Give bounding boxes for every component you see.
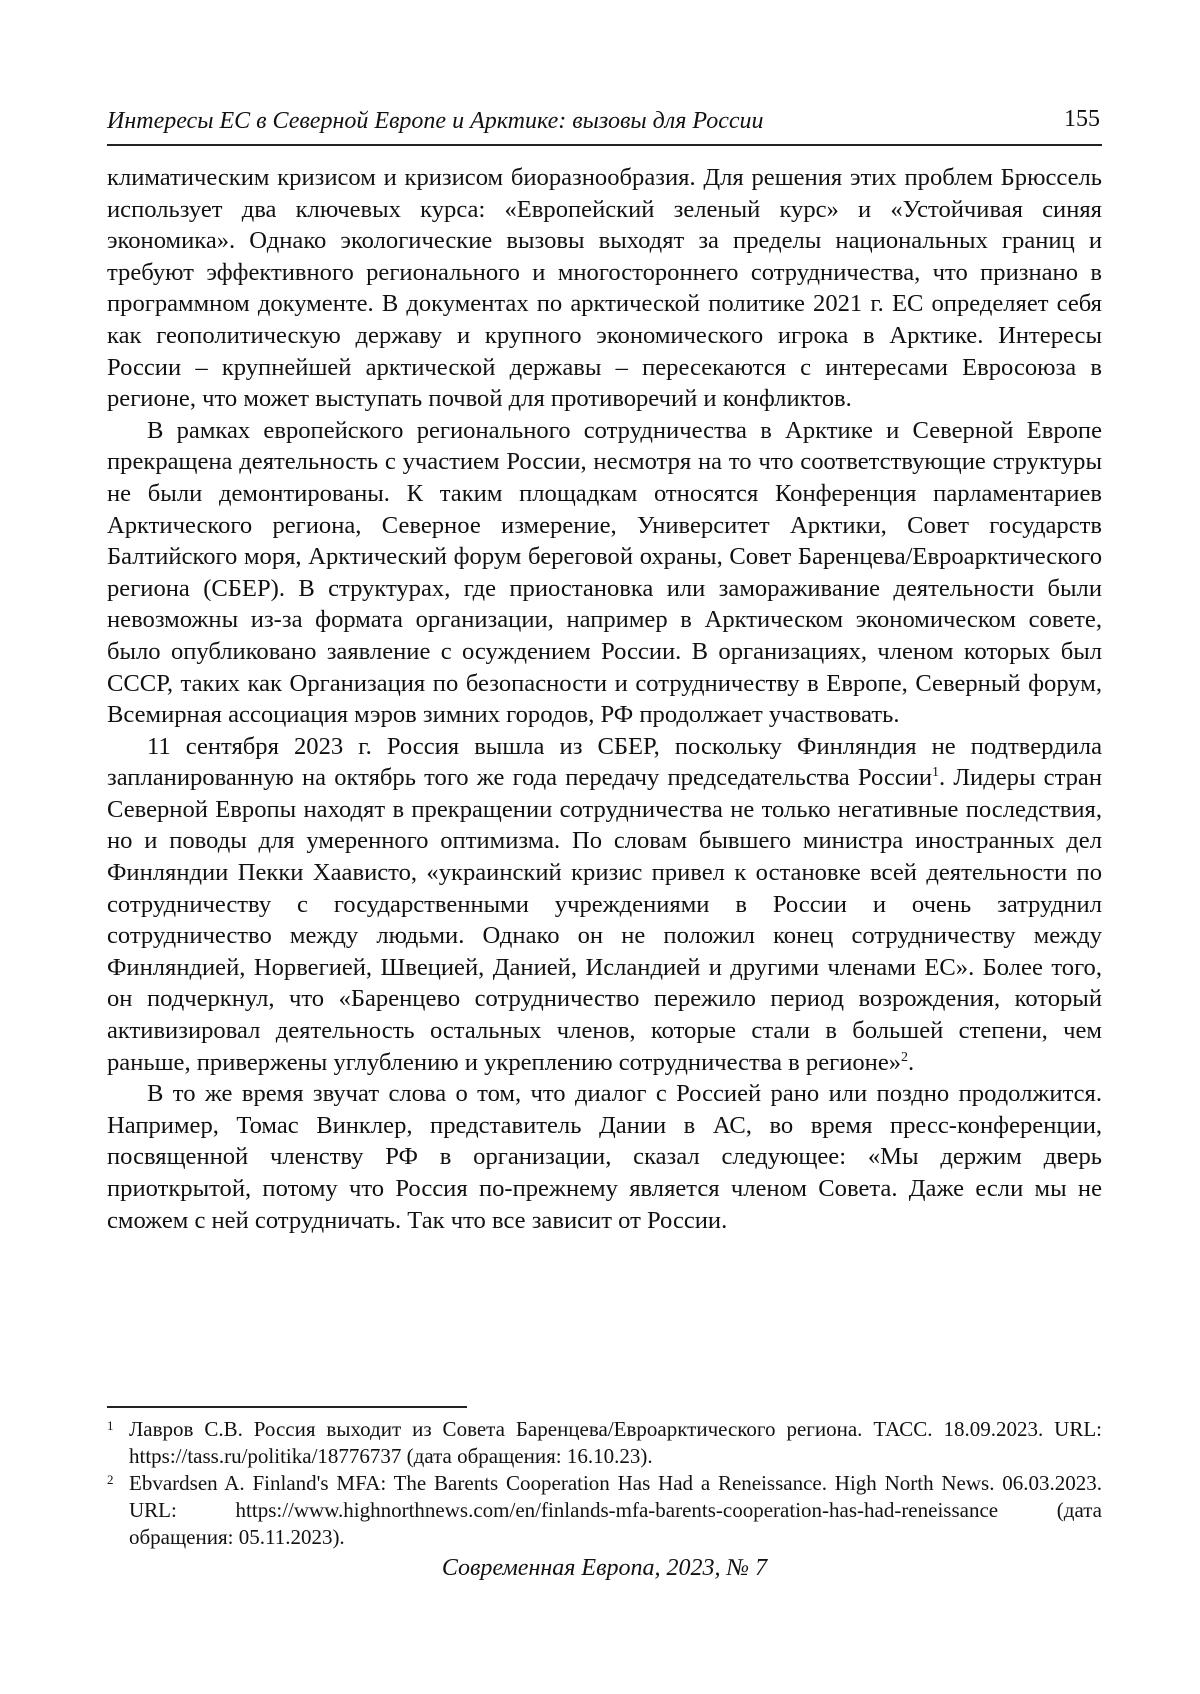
- footnote-text: Ebvardsen A. Finland's MFA: The Barents Cooperation Has Had a Reneissance. High North News. 06.03.2023. URL: https://www.highnorthnews.com/en/finlands-mfa-barents-cooperation-has-had-reneissance (дата обращения: 05.11.2023).: [129, 1471, 1102, 1549]
- journal-footer: Современная Европа, 2023, № 7: [441, 1555, 768, 1581]
- footnote-ref-1[interactable]: 1: [932, 765, 940, 781]
- paragraph-3: [107, 731, 1102, 1079]
- paragraph-3-part-a: 11 сентября 2023 г. Россия вышла из СБЕР, поскольку Финляндия не подтвердила запланированную на октябрь того же года передачу председательства России: [107, 732, 1102, 792]
- article-body: [107, 162, 1102, 1236]
- paragraph-4: В то же время звучат слова о том, что диалог с Россией рано или поздно продолжится. Например, Томас Винклер, представитель Дании в АС, во время пресс-конференции, посвященной членству РФ в организации, сказал следующее: «Мы держим дверь приоткрытой, потому что Россия по-прежнему является членом Совета. Даже если мы не сможем с ней сотрудничать. Так что все зависит от России.: [107, 1080, 1102, 1234]
- footnote-2: [107, 1470, 1102, 1551]
- footnote-mark: 2: [107, 1472, 114, 1487]
- paragraph-3-part-c: .: [908, 1048, 915, 1076]
- footnote-mark: 1: [107, 1418, 114, 1433]
- running-title: Интересы ЕС в Северной Европе и Арктике: вызовы для России: [107, 108, 764, 134]
- footnote-1: [107, 1416, 1102, 1470]
- page-number: 155: [1064, 106, 1100, 132]
- paragraph-3-part-b: . Лидеры стран Северной Европы находят в прекращении сотрудничества не только негативные последствия, но и поводы для умеренного оптимизма. По словам бывшего министра иностранных дел Финляндии Пекки Хаависто, «украинский кризис привел к остановке всей деятельности по сотрудничеству с государственными учреждениями в России и очень затруднил сотрудничество между людьми. Однако он не положил конец сотрудничеству между Финляндией, Норвегией, Швецией, Данией, Исландией и другими членами ЕС». Более того, он подчеркнул, что «Баренцево сотрудничество пережило период возрождения, который активизировал деятельность остальных членов, которые стали в большей степени, чем раньше, привержены углублению и укреплению сотрудничества в регионе»: [107, 764, 1102, 1076]
- paragraph-2: В рамках европейского регионального сотрудничества в Арктике и Северной Европе прекращена деятельность с участием России, несмотря на то что соответствующие структуры не были демонтированы. К таким площадкам относятся Конференция парламентариев Арктического региона, Северное измерение, Университет Арктики, Совет государств Балтийского моря, Арктический форум береговой охраны, Совет Баренцева/Евроарктического региона (СБЕР). В структурах, где приостановка или замораживание деятельности были невозможны из-за формата организации, например в Арктическом экономическом совете, было опубликовано заявление с осуждением России. В организациях, членом которых был СССР, таких как Организация по безопасности и сотрудничеству в Европе, Северный форум, Всемирная ассоциация мэров зимних городов, РФ продолжает участвовать.: [107, 416, 1102, 729]
- footnote-text: Лавров С.В. Россия выходит из Совета Баренцева/Евроарктического региона. ТАСС. 18.09.2023. URL: https://tass.ru/politika/18776737 (дата обращения: 16.10.23).: [129, 1417, 1102, 1468]
- footnote-divider: [107, 1406, 467, 1408]
- page-header: [107, 104, 1102, 146]
- footnote-ref-2[interactable]: 2: [901, 1049, 909, 1065]
- paragraph-1: климатическим кризисом и кризисом биоразнообразия. Для решения этих проблем Брюссель использует два ключевых курса: «Европейский зеленый курс» и «Устойчивая синяя экономика». Однако экологические вызовы выходят за пределы национальных границ и требуют эффективного регионального и многостороннего сотрудничества, что признано в программном документе. В документах по арктической политике 2021 г. ЕС определяет себя как геополитическую державу и крупного экономического игрока в Арктике. Интересы России – крупнейшей арктической державы – пересекаются с интересами Евросоюза в регионе, что может выступать почвой для противоречий и конфликтов.: [107, 164, 1102, 413]
- footnotes: [107, 1416, 1102, 1551]
